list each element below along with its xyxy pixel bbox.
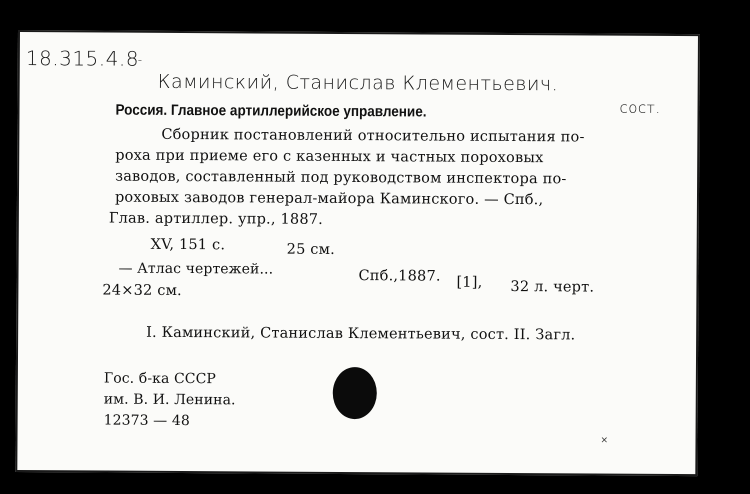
handwritten-role: сост.	[619, 98, 661, 117]
call-number-dash: -	[137, 52, 143, 67]
corner-mark: ×	[600, 435, 609, 446]
title-line-2: роха при приеме его с казенных и частных пороховых	[115, 147, 544, 167]
call-number: 18.315.4.8	[25, 46, 140, 71]
corporate-heading: Россия. Главное артиллерийское управление.	[115, 101, 427, 121]
title-line-5: Глав. артиллер. упр., 1887.	[108, 210, 324, 228]
collation-pages: XV, 151 с.	[150, 236, 226, 254]
atlas-sheets: 32 л. черт.	[510, 279, 595, 296]
title-line-1: Сборник постановлений относительно испытания по-	[161, 126, 585, 146]
library-line-1: Гос. б-ка СССР	[103, 370, 217, 388]
title-line-3: заводов, составленный под руководством инспектора по-	[115, 168, 567, 188]
atlas-size: 24×32 см.	[102, 282, 182, 300]
library-line-3: 12373 — 48	[103, 412, 190, 430]
handwritten-author: Каминский, Станислав Клементьевич.	[157, 70, 559, 96]
title-line-4: роховых заводов генерал-майора Каминского. — Спб.,	[114, 189, 544, 209]
tracing-note: I. Каминский, Станислав Клементьевич, сост. II. Загл.	[146, 324, 576, 344]
atlas-place-year: Спб.,1887.	[358, 268, 441, 285]
atlas-label: — Атлас чертежей...	[118, 260, 274, 278]
collation-size: 25 см.	[286, 241, 335, 258]
punch-hole	[333, 367, 377, 419]
atlas-bracket: [1],	[456, 274, 483, 291]
catalog-card	[15, 30, 700, 476]
library-line-2: им. В. И. Ленина.	[103, 391, 236, 409]
